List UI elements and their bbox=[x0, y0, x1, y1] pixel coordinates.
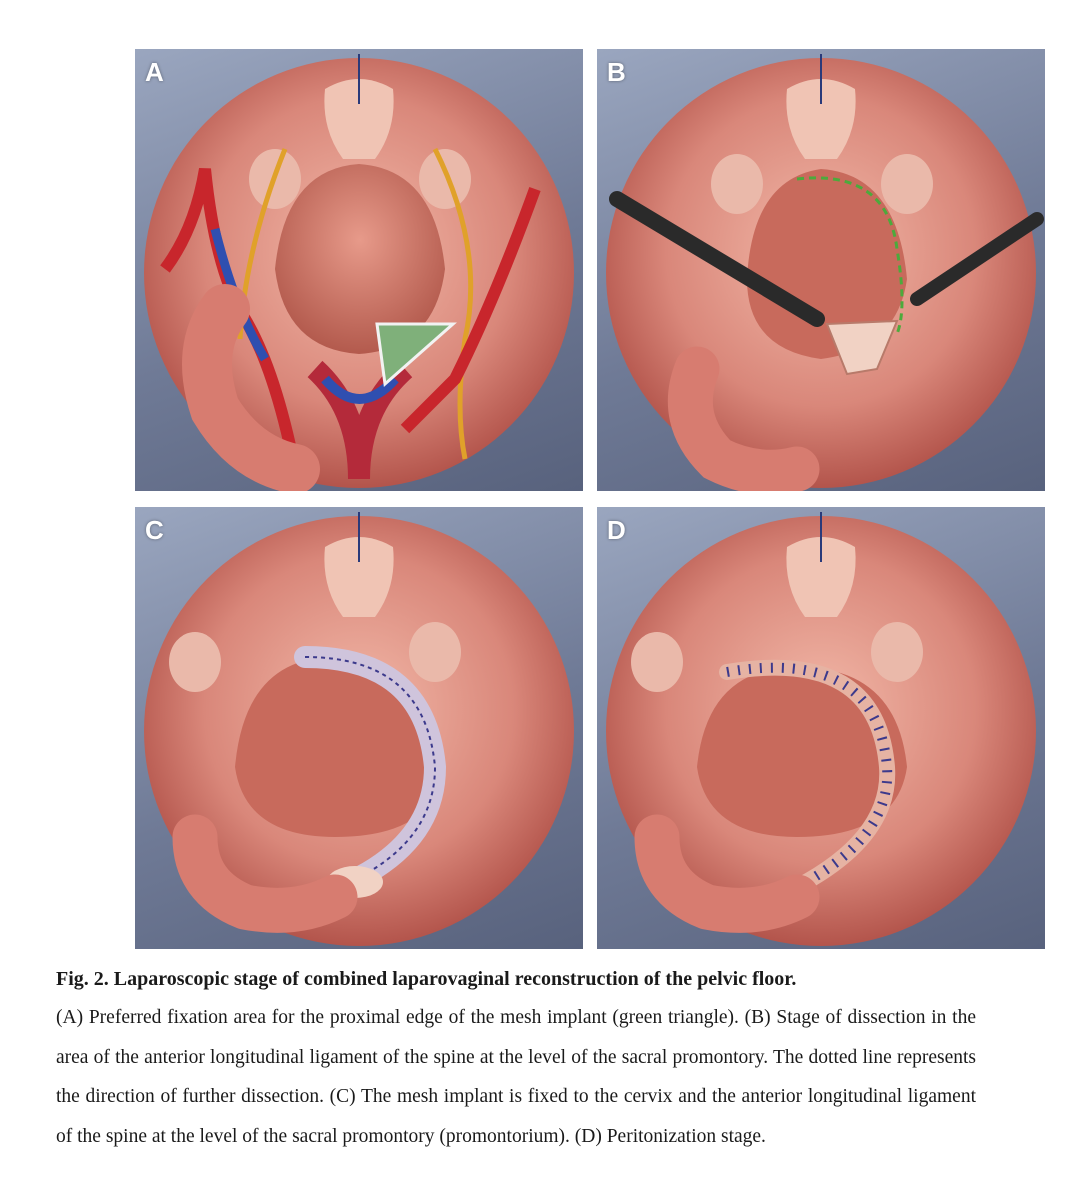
figure-panel-c bbox=[135, 507, 583, 949]
figure-panel-d bbox=[597, 507, 1045, 949]
left-ovary bbox=[711, 154, 763, 214]
panel-label-a: A bbox=[145, 57, 164, 87]
right-ovary bbox=[871, 622, 923, 682]
panel-label-d: D bbox=[607, 515, 626, 545]
left-ovary bbox=[631, 632, 683, 692]
figure-panel-b bbox=[597, 49, 1045, 491]
right-ovary bbox=[881, 154, 933, 214]
pelvis-illustration-d bbox=[597, 507, 1045, 949]
panel-label-b: B bbox=[607, 57, 626, 87]
right-ovary bbox=[409, 622, 461, 682]
left-ovary bbox=[169, 632, 221, 692]
right-ovary bbox=[419, 149, 471, 209]
pelvis-illustration-c bbox=[135, 507, 583, 949]
figure-panel-a bbox=[135, 49, 583, 491]
caption-title: Fig. 2. Laparoscopic stage of combined laparovaginal reconstruction of the pelvic floor. bbox=[56, 968, 797, 990]
figure-caption bbox=[56, 966, 976, 1156]
pelvis-illustration-a bbox=[135, 49, 583, 491]
panel-label-c: C bbox=[145, 515, 164, 545]
caption-body: (A) Preferred fixation area for the proximal edge of the mesh implant (green triangle). (B) Stage of dissection in the area of the anterior longitudinal ligament of the spine at the level of the sacral promontory. The dotted line represents the direction of further dissection. (C) The mesh implant is fixed to the cervix and the anterior longitudinal ligament of the spine at the level of the sacral promontory (promontorium). (D) Peritonization stage. bbox=[56, 1007, 976, 1147]
pelvis-illustration-b bbox=[597, 49, 1045, 491]
